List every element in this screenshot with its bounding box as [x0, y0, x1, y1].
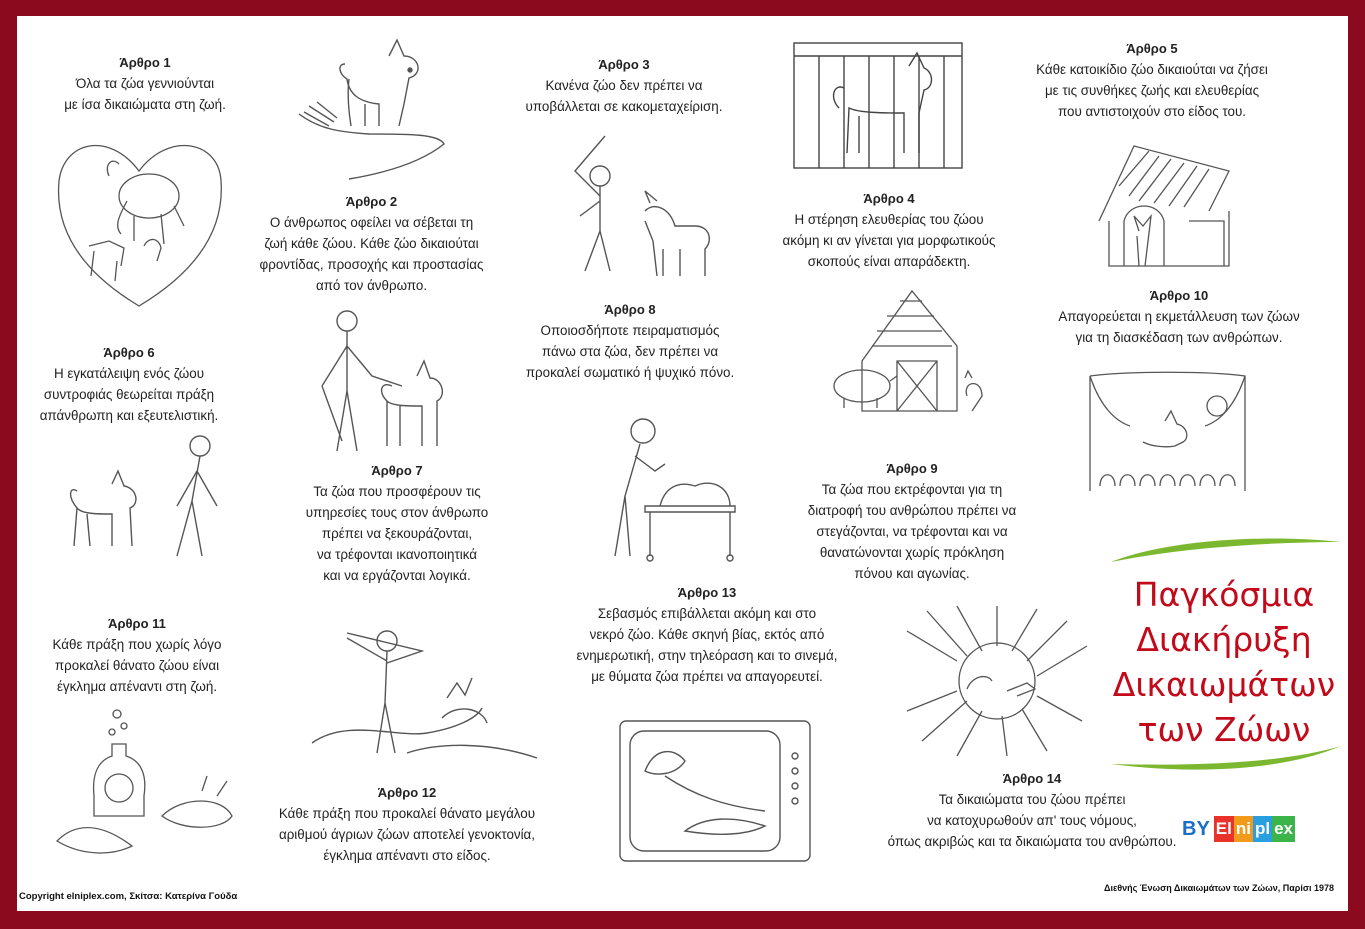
logo-letters: ex	[1272, 816, 1295, 842]
circus-illustration	[1085, 366, 1250, 496]
article-14	[877, 768, 1187, 852]
article-heading: Άρθρο 6	[103, 345, 155, 360]
abandoned-dog-illustration	[52, 426, 232, 566]
article-2	[249, 191, 494, 296]
article-4	[769, 188, 1009, 272]
article-heading: Άρθρο 2	[345, 194, 398, 209]
poster-title: Παγκόσμια Διακήρυξη Δικαιωμάτων των Ζώων	[1112, 575, 1336, 749]
article-text: Τα ζώα που προσφέρουν τις υπηρεσίες τους στον άνθρωπο πρέπει να ξεκουράζονται, να τρέφονται ικανοποιητικά και να εργάζονται λογικά.	[305, 484, 489, 583]
article-text: Ο άνθρωπος οφείλει να σέβεται τη ζωή κάθε ζώου. Κάθε ζώο δικαιούται φροντίδας, προσοχής και προστασίας από τον άνθρωπο.	[259, 215, 484, 293]
elniplex-logo[interactable]	[1182, 812, 1295, 846]
article-heading: Άρθρο 12	[377, 785, 437, 800]
article-heading: Άρθρο 5	[1126, 41, 1178, 56]
article-text: Κάθε πράξη που χωρίς λόγο προκαλεί θάνατο ζώου είναι έγκλημα απέναντι στη ζωή.	[52, 637, 222, 694]
article-heading: Άρθρο 4	[863, 191, 915, 206]
source-text: Διεθνής Ένωση Δικαιωμάτων των Ζώων, Παρίσι 1978	[1104, 883, 1334, 893]
hands-illustration	[897, 601, 1097, 761]
article-8	[515, 299, 745, 383]
logo-letters: El	[1214, 816, 1234, 842]
article-heading: Άρθρο 14	[1002, 771, 1062, 786]
article-heading: Άρθρο 11	[108, 616, 166, 631]
doghouse-illustration	[1079, 141, 1241, 271]
article-text: Η στέρηση ελευθερίας του ζώου ακόμη κι αν γίνεται για μορφωτικούς σκοπούς είναι απαράδεκτη.	[782, 212, 996, 269]
copyright-text: Copyright elniplex.com, Σκίτσα: Κατερίνα Γούδα	[19, 891, 238, 902]
dog-on-hand-illustration	[279, 34, 449, 186]
green-swoosh-top	[1109, 534, 1343, 564]
title-block	[1109, 534, 1343, 778]
article-10	[1029, 285, 1329, 348]
article-text: Τα ζώα που εκτρέφονται για τη διατροφή του ανθρώπου πρέπει να στεγάζονται, να τρέφονται και να θανατώνονται χωρίς πρόκληση πόνου και αγωνίας.	[807, 482, 1017, 581]
poster-sheet	[17, 16, 1348, 911]
stick-beating-illustration	[545, 131, 715, 286]
article-13	[542, 582, 872, 687]
article-heading: Άρθρο 13	[677, 585, 737, 600]
article-heading: Άρθρο 7	[371, 463, 423, 478]
article-text: Όλα τα ζώα γεννιούνται με ίσα δικαιώματα στη ζωή.	[64, 76, 226, 112]
article-text: Η εγκατάλειψη ενός ζώου συντροφιάς θεωρείται πράξη απάνθρωπη και εξευτελιστική.	[39, 366, 219, 423]
article-heading: Άρθρο 1	[119, 55, 171, 70]
article-text: Κανένα ζώο δεν πρέπει να υποβάλλεται σε κακομεταχείριση.	[525, 78, 723, 114]
article-9	[792, 458, 1032, 584]
article-heading: Άρθρο 8	[604, 302, 656, 317]
article-text: Απαγορεύεται η εκμετάλλευση των ζώων για τη διασκέδαση των ανθρώπων.	[1058, 309, 1300, 345]
poison-bottle-illustration	[52, 696, 242, 861]
article-1	[45, 52, 245, 115]
logo-letters: pl	[1253, 816, 1272, 842]
article-6	[29, 342, 229, 426]
article-3	[509, 54, 739, 117]
article-heading: Άρθρο 9	[886, 461, 938, 476]
article-5	[1007, 38, 1297, 122]
article-text: Οποιοσδήποτε πειραματισμός πάνω στα ζώα, δεν πρέπει να προκαλεί σωματικό ή ψυχικό πόνο.	[525, 323, 735, 380]
lab-experiment-illustration	[595, 416, 755, 566]
article-12	[257, 782, 557, 866]
article-heading: Άρθρο 10	[1149, 288, 1209, 303]
hunter-illustration	[307, 623, 542, 773]
logo-by: BY	[1182, 817, 1210, 840]
article-7	[300, 460, 494, 586]
green-swoosh-bottom	[1109, 744, 1343, 774]
heart-animals-illustration	[49, 126, 229, 312]
article-text: Κάθε κατοικίδιο ζώο δικαιούται να ζήσει με τις συνθήκες ζωής και ελευθερίας που αντιστοιχούν στο είδος του.	[1036, 62, 1268, 119]
article-heading: Άρθρο 3	[598, 57, 650, 72]
article-text: Κάθε πράξη που προκαλεί θάνατο μεγάλου αριθμού άγριων ζώων αποτελεί γενοκτονία, έγκλημα απέναντι στο είδος.	[278, 806, 536, 863]
article-text: Σεβασμός επιβάλλεται ακόμη και στο νεκρό ζώο. Κάθε σκηνή βίας, εκτός από ενημερωτική, στην τηλεόραση και το σινεμά, με θύματα ζώα πρέπει να απαγορευτεί.	[576, 606, 838, 684]
caged-dog-illustration	[789, 38, 967, 173]
logo-word	[1214, 816, 1295, 842]
farm-barn-illustration	[822, 286, 1002, 416]
logo-letters: ni	[1234, 816, 1253, 842]
tv-illustration	[615, 716, 815, 866]
article-11	[37, 613, 237, 697]
guide-dog-illustration	[302, 306, 472, 456]
article-text: Τα δικαιώματα του ζώου πρέπει να κατοχυρωθούν απ' τους νόμους, όπως ακριβώς και τα δικαιώματα του ανθρώπου.	[887, 792, 1177, 849]
